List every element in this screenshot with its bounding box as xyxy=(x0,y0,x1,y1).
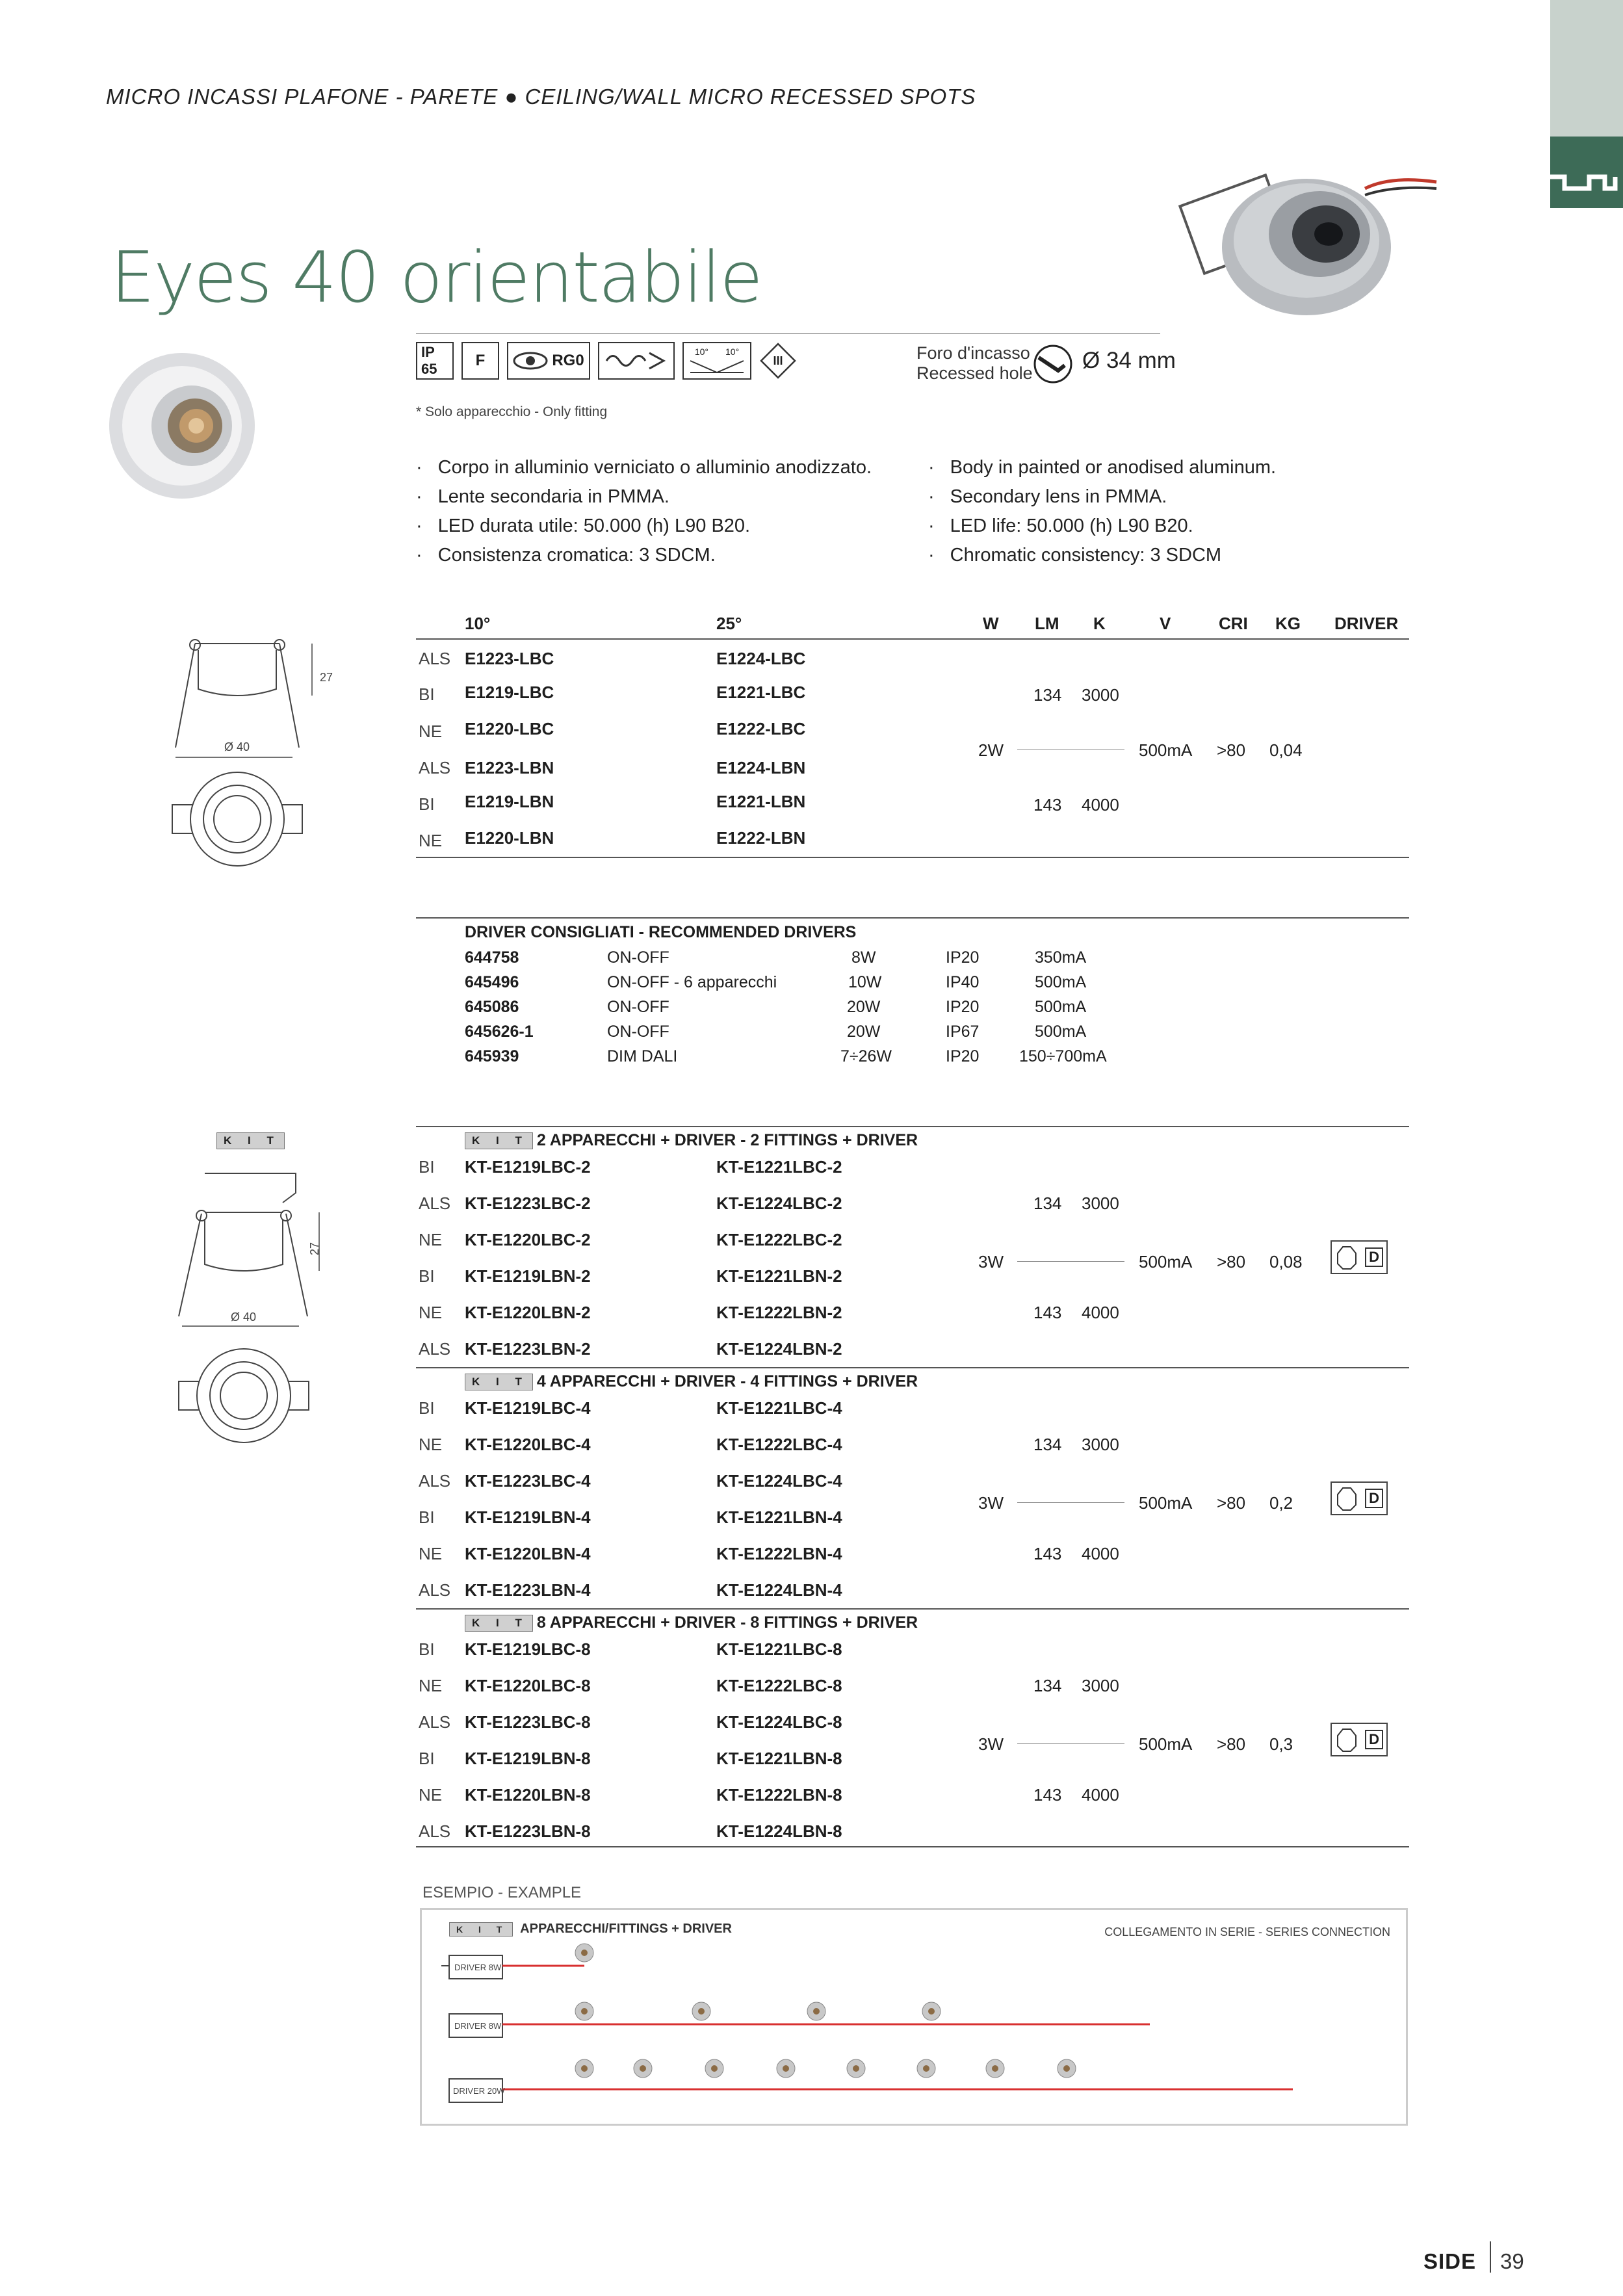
feature-it: · Corpo in alluminio verniciato o alluminio anodizzato. xyxy=(416,453,872,482)
f-mark-icon xyxy=(461,342,499,380)
driver-type: DIM DALI xyxy=(607,1047,678,1065)
kit-code-10: KT-E1220LBN-8 xyxy=(465,1785,591,1805)
col-header-driver: DRIVER xyxy=(1334,614,1399,633)
power-value: 3W xyxy=(978,1493,1004,1513)
current-value: 500mA xyxy=(1139,1252,1193,1272)
kit-code-10: KT-E1220LBC-4 xyxy=(465,1435,591,1454)
kelvin-value: 4000 xyxy=(1082,1544,1119,1563)
col-header-10: 10° xyxy=(465,614,491,633)
kit-title xyxy=(465,1131,918,1150)
tilt-angle-b: 10° xyxy=(725,346,740,357)
kit-label xyxy=(216,1132,289,1149)
kit-code-25: KT-E1224LBC-2 xyxy=(716,1194,842,1213)
weight-value: 0,04 xyxy=(1269,740,1303,760)
driver-label-2: DRIVER 8W xyxy=(454,2021,502,2031)
driver-label-3: DRIVER 20W xyxy=(453,2086,505,2096)
driver-current: 150÷700mA xyxy=(1019,1047,1107,1065)
cri-value: >80 xyxy=(1217,1252,1246,1272)
footer-brand: SIDE xyxy=(1423,2249,1477,2273)
hole-saw-icon xyxy=(1032,343,1074,385)
driver-current: 350mA xyxy=(1035,948,1087,967)
kit-badge: K I T xyxy=(216,1132,285,1149)
kit-code-25: KT-E1224LBC-4 xyxy=(716,1471,842,1491)
kit-code-25: KT-E1224LBC-8 xyxy=(716,1712,842,1732)
driver-type: ON-OFF - 6 apparecchi xyxy=(607,973,777,991)
feature-it: · Consistenza cromatica: 3 SDCM. xyxy=(416,541,872,570)
driver-power: 20W xyxy=(847,1023,881,1041)
tilt-angle-a: 10° xyxy=(694,346,708,357)
finish: ALS xyxy=(419,1339,451,1359)
driver-power: 7÷26W xyxy=(840,1047,892,1065)
kit-title xyxy=(465,1613,918,1632)
finish: NE xyxy=(419,1785,443,1805)
finish: NE xyxy=(419,831,443,850)
finish: NE xyxy=(419,1676,443,1695)
kelvin-value: 4000 xyxy=(1082,1785,1119,1805)
group-separator xyxy=(1017,1261,1124,1262)
kit-code-10: KT-E1219LBC-8 xyxy=(465,1639,591,1659)
height-dim: 27 xyxy=(320,671,333,684)
kit-code-25: KT-E1222LBN-8 xyxy=(716,1785,842,1805)
kit-code-10: KT-E1219LBC-2 xyxy=(465,1157,591,1177)
side-tab-gray xyxy=(1550,0,1623,137)
recessed-hole-label xyxy=(916,343,1033,384)
driver-icon-letter: D xyxy=(1365,1730,1383,1749)
kit-code-25: KT-E1222LBC-4 xyxy=(716,1435,842,1454)
group-separator xyxy=(1017,1743,1124,1744)
kit-title-text: 8 APPARECCHI + DRIVER - 8 FITTINGS + DRIVER xyxy=(536,1613,918,1632)
weight-value: 0,3 xyxy=(1269,1734,1293,1754)
kit-code-25: KT-E1222LBN-4 xyxy=(716,1544,842,1563)
driver-code: 645939 xyxy=(465,1047,519,1065)
finish: ALS xyxy=(419,1580,451,1600)
kit-code-25: KT-E1221LBN-2 xyxy=(716,1266,842,1286)
code-25: E1221-LBN xyxy=(716,792,806,811)
lumen-value: 134 xyxy=(1033,1435,1062,1454)
lumen-value: 143 xyxy=(1033,1544,1062,1563)
kit-code-10: KT-E1219LBN-4 xyxy=(465,1507,591,1527)
kit-badge: K I T xyxy=(465,1615,533,1632)
weight-value: 0,2 xyxy=(1269,1493,1293,1513)
code-10: E1219-LBC xyxy=(465,683,554,702)
col-header-v: V xyxy=(1160,614,1171,633)
kit-code-10: KT-E1220LBN-4 xyxy=(465,1544,591,1563)
table-rule xyxy=(416,1126,1409,1127)
code-10: E1223-LBN xyxy=(465,758,554,777)
driver-included-icon xyxy=(1331,1723,1388,1756)
technical-drawing-1 xyxy=(162,631,331,878)
group-separator xyxy=(1017,1502,1124,1503)
code-10: E1223-LBC xyxy=(465,649,554,668)
lumen-value: 134 xyxy=(1033,1676,1062,1695)
code-25: E1224-LBN xyxy=(716,758,806,777)
kit-diameter-dim: Ø 40 xyxy=(231,1311,257,1324)
driver-icon-letter: D xyxy=(1365,1489,1383,1508)
cri-value: >80 xyxy=(1217,740,1246,760)
driver-code: 644758 xyxy=(465,948,519,967)
finish: NE xyxy=(419,1544,443,1563)
kit-code-25: KT-E1221LBC-4 xyxy=(716,1398,842,1418)
driver-power: 8W xyxy=(851,948,876,967)
current-value: 500mA xyxy=(1139,1734,1193,1754)
finish: NE xyxy=(419,1230,443,1249)
kit-title-text: 4 APPARECCHI + DRIVER - 4 FITTINGS + DRIVER xyxy=(536,1372,918,1390)
lumen-value: 143 xyxy=(1033,1303,1062,1322)
cert-icons xyxy=(416,342,797,380)
f-mark-label: F xyxy=(475,352,486,369)
finish: ALS xyxy=(419,649,451,668)
kit-height-dim: 27 xyxy=(308,1242,321,1255)
finish: ALS xyxy=(419,1712,451,1732)
driver-code: 645626-1 xyxy=(465,1023,534,1041)
kelvin-value: 3000 xyxy=(1082,685,1119,705)
lumen-value: 143 xyxy=(1033,1785,1062,1805)
product-front-photo xyxy=(107,332,257,520)
finish: ALS xyxy=(419,758,451,777)
technical-drawing-kit xyxy=(166,1167,335,1472)
eye-icon xyxy=(513,351,548,371)
example-title: ESEMPIO - EXAMPLE xyxy=(422,1884,582,1901)
kit-code-10: KT-E1223LBN-2 xyxy=(465,1339,591,1359)
finish: ALS xyxy=(419,1471,451,1491)
driver-included-icon xyxy=(1331,1240,1388,1274)
power-value: 3W xyxy=(978,1734,1004,1754)
driver-label-1: DRIVER 8W xyxy=(454,1963,502,1972)
power-value: 3W xyxy=(978,1252,1004,1272)
wiring-diagram xyxy=(422,1910,1406,2124)
kit-code-10: KT-E1220LBC-2 xyxy=(465,1230,591,1249)
code-10: E1220-LBN xyxy=(465,828,554,848)
kit-code-10: KT-E1220LBN-2 xyxy=(465,1303,591,1322)
finish: NE xyxy=(419,1435,443,1454)
current-value: 500mA xyxy=(1139,1493,1193,1513)
class-iii-icon xyxy=(759,342,797,380)
current-value: 500mA xyxy=(1139,740,1193,760)
kit-code-25: KT-E1221LBC-2 xyxy=(716,1157,842,1177)
driver-power: 10W xyxy=(848,973,882,991)
finish: BI xyxy=(419,1749,435,1768)
col-header-25: 25° xyxy=(716,614,742,633)
kelvin-value: 4000 xyxy=(1082,795,1119,815)
hole-label-it: Foro d'incasso xyxy=(916,343,1030,363)
code-25: E1221-LBC xyxy=(716,683,806,702)
kit-code-10: KT-E1219LBC-4 xyxy=(465,1398,591,1418)
lumen-value: 134 xyxy=(1033,1194,1062,1213)
diameter-dim: Ø 40 xyxy=(224,740,250,753)
dimmable-icon xyxy=(598,342,675,380)
kit-title-text: 2 APPARECCHI + DRIVER - 2 FITTINGS + DRIVER xyxy=(536,1131,918,1149)
photobio-risk-icon xyxy=(507,342,590,380)
col-header-cri: CRI xyxy=(1219,614,1248,633)
driver-current: 500mA xyxy=(1035,998,1087,1016)
feature-en: · LED life: 50.000 (h) L90 B20. xyxy=(928,512,1276,541)
lumen-value: 143 xyxy=(1033,795,1062,815)
kit-code-25: KT-E1221LBN-4 xyxy=(716,1507,842,1527)
cri-value: >80 xyxy=(1217,1493,1246,1513)
code-25: E1224-LBC xyxy=(716,649,806,668)
kit-code-10: KT-E1219LBN-8 xyxy=(465,1749,591,1768)
features-en xyxy=(928,453,1276,570)
weight-value: 0,08 xyxy=(1269,1252,1303,1272)
driver-current: 500mA xyxy=(1035,1023,1087,1041)
col-header-lm: LM xyxy=(1035,614,1059,633)
page-number: 39 xyxy=(1500,2249,1524,2273)
code-25: E1222-LBN xyxy=(716,828,806,848)
finish: NE xyxy=(419,722,443,741)
driver-power: 20W xyxy=(847,998,881,1016)
kit-code-25: KT-E1222LBC-2 xyxy=(716,1230,842,1249)
driver-included-icon xyxy=(1331,1481,1388,1515)
feature-en: · Secondary lens in PMMA. xyxy=(928,482,1276,512)
tilt-angle-icon xyxy=(682,342,751,380)
finish: ALS xyxy=(419,1194,451,1213)
finish: ALS xyxy=(419,1821,451,1841)
lumen-value: 134 xyxy=(1033,685,1062,705)
kit-code-10: KT-E1223LBC-4 xyxy=(465,1471,591,1491)
finish: NE xyxy=(419,1303,443,1322)
finish: BI xyxy=(419,685,435,704)
finish: BI xyxy=(419,794,435,814)
col-header-w: W xyxy=(983,614,999,633)
table-rule xyxy=(416,917,1409,919)
table-rule xyxy=(416,1608,1409,1610)
finish: BI xyxy=(419,1398,435,1418)
table-rule xyxy=(416,857,1409,858)
driver-ip: IP20 xyxy=(946,1047,980,1065)
driver-code: 645496 xyxy=(465,973,519,991)
kit-code-25: KT-E1224LBN-2 xyxy=(716,1339,842,1359)
kit-code-25: KT-E1221LBC-8 xyxy=(716,1639,842,1659)
power-value: 2W xyxy=(978,740,1004,760)
footer-divider xyxy=(1490,2241,1491,2273)
kit-badge: K I T xyxy=(465,1374,533,1390)
kelvin-value: 3000 xyxy=(1082,1194,1119,1213)
feature-it: · Lente secondaria in PMMA. xyxy=(416,482,872,512)
kelvin-value: 3000 xyxy=(1082,1676,1119,1695)
feature-en: · Body in painted or anodised aluminum. xyxy=(928,453,1276,482)
kit-code-10: KT-E1220LBC-8 xyxy=(465,1676,591,1695)
tilt-icon xyxy=(688,357,746,375)
driver-ip: IP20 xyxy=(946,998,980,1016)
finish: BI xyxy=(419,1639,435,1659)
table-rule xyxy=(416,1367,1409,1368)
finish: BI xyxy=(419,1157,435,1177)
cri-value: >80 xyxy=(1217,1734,1246,1754)
table-rule xyxy=(416,638,1409,640)
kit-code-25: KT-E1222LBN-2 xyxy=(716,1303,842,1322)
class-iii-label: III xyxy=(773,354,783,367)
features-it xyxy=(416,453,872,570)
code-10: E1219-LBN xyxy=(465,792,554,811)
code-10: E1220-LBC xyxy=(465,719,554,738)
col-header-kg: KG xyxy=(1275,614,1301,633)
kit-code-10: KT-E1223LBN-4 xyxy=(465,1580,591,1600)
product-title: Eyes 40 orientabile xyxy=(110,237,762,319)
kit-badge: K I T xyxy=(449,1922,513,1937)
example-box xyxy=(420,1908,1408,2126)
kit-code-10: KT-E1219LBN-2 xyxy=(465,1266,591,1286)
code-25: E1222-LBC xyxy=(716,719,806,738)
recessed-hole-value: Ø 34 mm xyxy=(1082,348,1176,373)
driver-type: ON-OFF xyxy=(607,998,669,1016)
kit-code-25: KT-E1224LBN-4 xyxy=(716,1580,842,1600)
example-kit-label: APPARECCHI/FITTINGS + DRIVER xyxy=(520,1922,732,1936)
wave-icon xyxy=(604,350,669,372)
kit-badge: K I T xyxy=(465,1132,533,1149)
feature-en: · Chromatic consistency: 3 SDCM xyxy=(928,541,1276,570)
hole-label-en: Recessed hole xyxy=(916,363,1033,383)
driver-ip: IP20 xyxy=(946,948,980,967)
drivers-title: DRIVER CONSIGLIATI - RECOMMENDED DRIVERS xyxy=(465,923,857,941)
kit-code-10: KT-E1223LBC-8 xyxy=(465,1712,591,1732)
kit-code-10: KT-E1223LBC-2 xyxy=(465,1194,591,1213)
driver-code: 645086 xyxy=(465,998,519,1016)
feature-it: · LED durata utile: 50.000 (h) L90 B20. xyxy=(416,512,872,541)
driver-type: ON-OFF xyxy=(607,1023,669,1041)
kelvin-value: 3000 xyxy=(1082,1435,1119,1454)
driver-ip: IP67 xyxy=(946,1023,980,1041)
side-tab-green xyxy=(1550,137,1623,208)
finish: BI xyxy=(419,1507,435,1527)
driver-current: 500mA xyxy=(1035,973,1087,991)
driver-type: ON-OFF xyxy=(607,948,669,967)
col-header-k: K xyxy=(1093,614,1106,633)
kit-code-25: KT-E1221LBN-8 xyxy=(716,1749,842,1768)
kelvin-value: 4000 xyxy=(1082,1303,1119,1322)
category-icon xyxy=(1550,137,1623,208)
kit-title xyxy=(465,1372,918,1391)
rg0-label: RG0 xyxy=(552,352,584,369)
kit-code-25: KT-E1222LBC-8 xyxy=(716,1676,842,1695)
table-rule xyxy=(416,1846,1409,1847)
ip65-icon: IP 65 xyxy=(416,342,454,380)
driver-ip: IP40 xyxy=(946,973,980,991)
series-connection: COLLEGAMENTO IN SERIE - SERIES CONNECTION xyxy=(1104,1925,1390,1938)
driver-icon-letter: D xyxy=(1365,1247,1383,1267)
kit-code-10: KT-E1223LBN-8 xyxy=(465,1821,591,1841)
fitting-note: * Solo apparecchio - Only fitting xyxy=(416,404,608,419)
product-photo xyxy=(1170,137,1469,332)
finish: BI xyxy=(419,1266,435,1286)
kit-code-25: KT-E1224LBN-8 xyxy=(716,1821,842,1841)
page-header: MICRO INCASSI PLAFONE - PARETE ● CEILING/WALL MICRO RECESSED SPOTS xyxy=(106,85,976,109)
